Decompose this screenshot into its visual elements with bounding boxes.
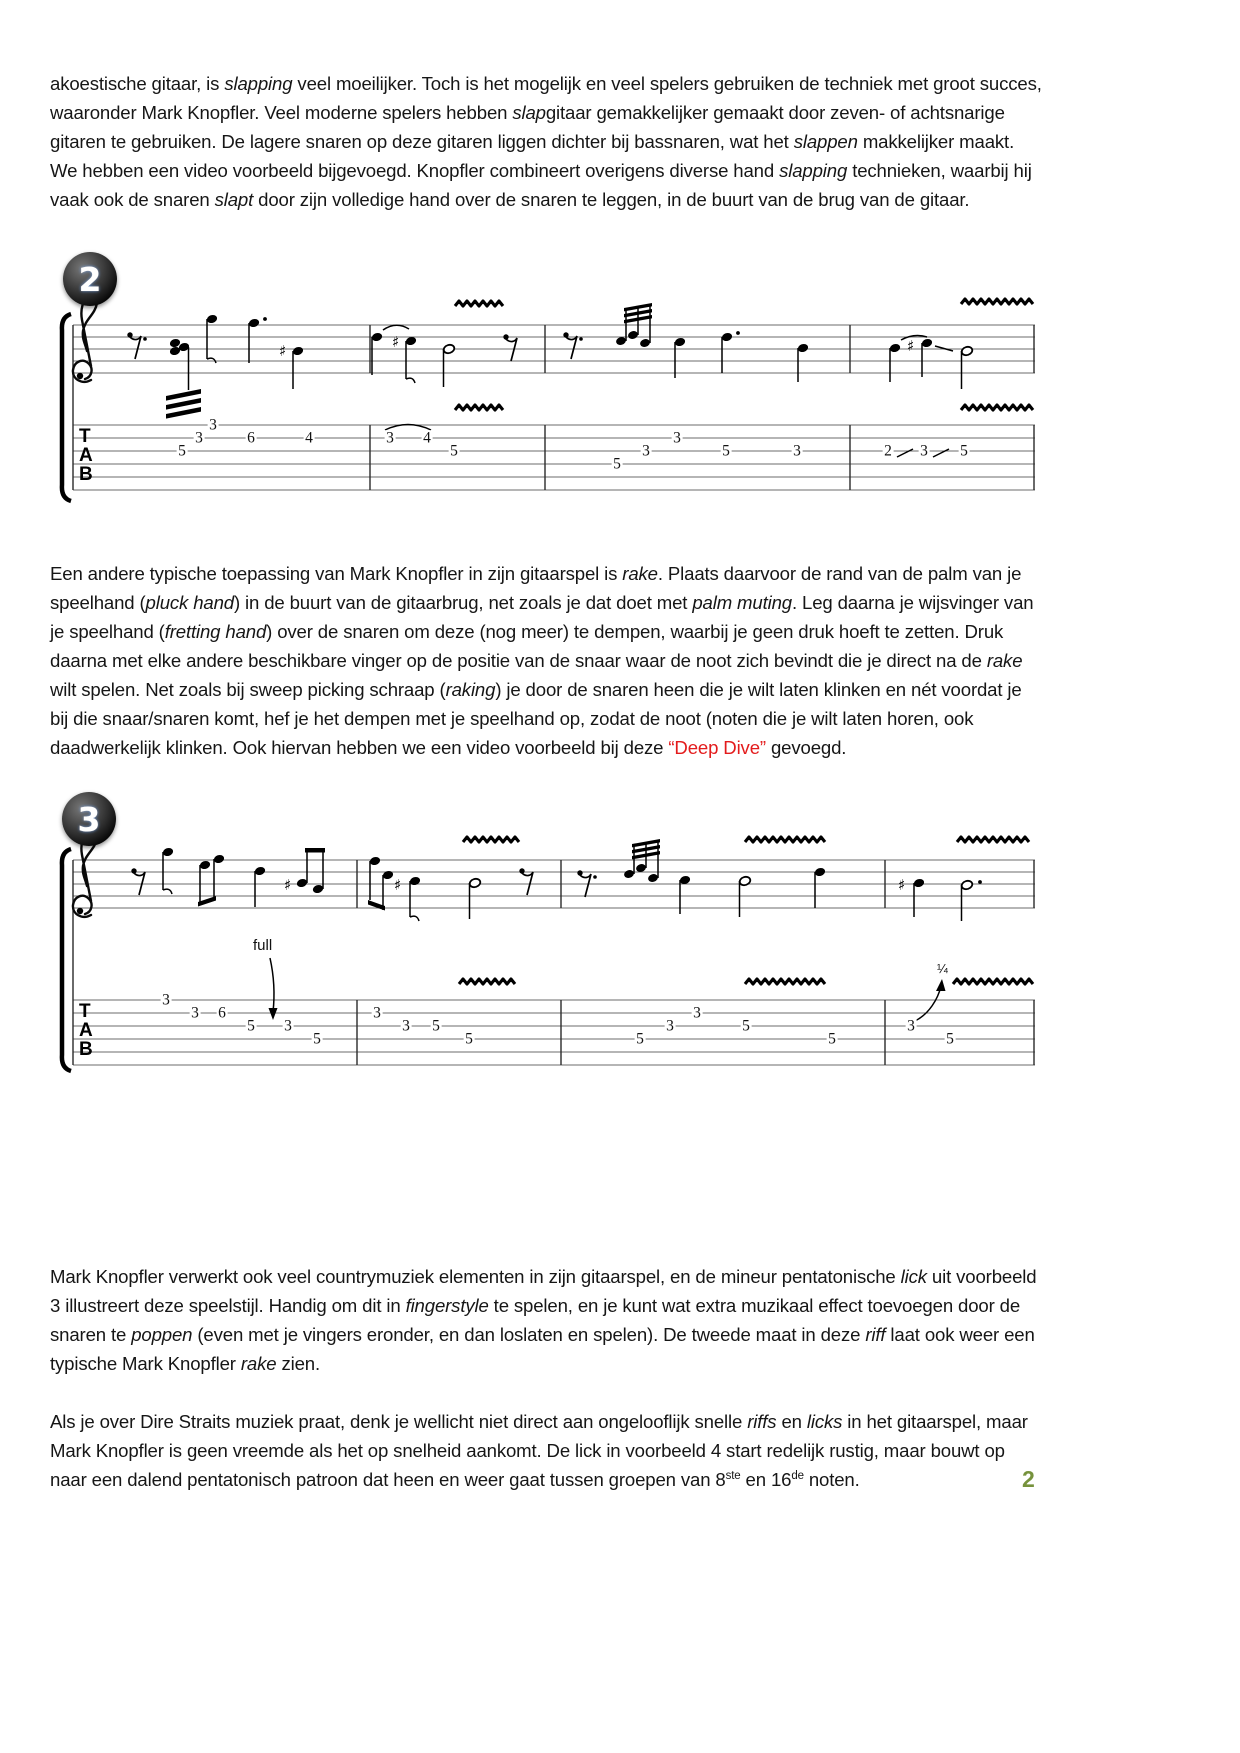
- term-italic: slapping: [224, 72, 293, 94]
- paragraph-speed: [50, 1407, 1042, 1494]
- text-segment: akoestische gitaar, is: [50, 72, 225, 94]
- term-italic: lick: [900, 1265, 927, 1287]
- text-segment: laat ook weer een typische Mark Knopfler: [50, 1323, 1035, 1374]
- term-italic: poppen: [131, 1323, 193, 1345]
- tab-fret-number: 5: [636, 1030, 644, 1048]
- music-example-2: [55, 250, 1135, 525]
- page-number: 2: [1022, 1466, 1035, 1492]
- text-segment: ) je door de snaren heen die je wilt laten klinken en nét voordat je bij die snaar/snaren komt, hef je het dempen met je speelhand op, zodat de noot (noten die je wilt laten horen, ook daadwerkelijk klinken. Ook hiervan hebben we een video voorbeeld bij deze: [50, 678, 1022, 758]
- term-italic: slappen: [793, 130, 858, 152]
- music-example-3: [55, 790, 1135, 1095]
- text-segment: veel moeilijker. Toch is het mogelijk en veel spelers gebruiken de techniek met groot succes, waaronder Mark Knopfler. Veel moderne spelers hebben: [50, 72, 1042, 123]
- tab-clef-letter-a: A: [79, 1020, 93, 1041]
- tab-fret-number: 3: [793, 442, 801, 460]
- text-segment: noten.: [803, 1468, 860, 1490]
- example-number: 2: [78, 259, 102, 299]
- tab-fret-number: 3: [191, 1004, 199, 1022]
- text-segment: in het gitaarspel, maar Mark Knopfler is geen vreemde als het op snelheid aankomt. De lick in voorbeeld 4 start redelijk rustig, maar bouwt op naar een dalend pentatonisch patroon dat heen en weer gaat tussen groepen van 8: [50, 1410, 1028, 1490]
- tab-fret-number: 5: [828, 1030, 836, 1048]
- tab-fret-number: 3: [693, 1004, 701, 1022]
- term-italic: licks: [806, 1410, 843, 1432]
- tab-fret-number: 6: [218, 1004, 226, 1022]
- tab-clef-letter-b: B: [79, 1039, 93, 1060]
- tab-numbers-layer: [55, 790, 1055, 1095]
- term-italic: riff: [865, 1323, 886, 1345]
- text-segment: . Plaats daarvoor de rand van de palm van je speelhand (: [50, 562, 1022, 613]
- tab-fret-number: 6: [247, 429, 255, 447]
- tab-clef-letter-t: T: [79, 426, 91, 447]
- svg-text:♯: ♯: [907, 337, 915, 355]
- text-segment: en 16: [740, 1468, 792, 1490]
- term-italic: riffs: [747, 1410, 777, 1432]
- term-italic: slapt: [214, 188, 254, 210]
- tab-fret-number: 3: [920, 442, 928, 460]
- term-italic: slap: [512, 101, 546, 123]
- tab-fret-number: 3: [162, 991, 170, 1009]
- text-segment: . Leg daarna je wijsvinger van je speelhand (: [50, 591, 1034, 642]
- tab-fret-number: 5: [247, 1017, 255, 1035]
- tab-fret-number: 4: [305, 429, 313, 447]
- text-segment: ) in de buurt van de gitaarbrug, net zoals je dat doet met: [233, 591, 693, 613]
- tab-clef-letter-b: B: [79, 464, 93, 485]
- tab-clef-letter-t: T: [79, 1001, 91, 1022]
- text-segment: uit voorbeeld 3 illustreert deze speelstijl. Handig om dit in: [50, 1265, 1037, 1316]
- text-segment: (even met je vingers eronder, en dan loslaten en spelen). De tweede maat in deze: [192, 1323, 866, 1345]
- svg-text:♯: ♯: [279, 342, 287, 360]
- svg-text:♯: ♯: [392, 333, 400, 351]
- tab-fret-number: 5: [613, 455, 621, 473]
- tab-fret-number: 3: [386, 429, 394, 447]
- tab-fret-number: 5: [450, 442, 458, 460]
- tab-fret-number: 3: [195, 429, 203, 447]
- ordinal-suffix: de: [791, 1469, 804, 1482]
- tab-clef-letter-a: A: [79, 445, 93, 466]
- deep-dive-reference: “Deep Dive”: [668, 736, 766, 758]
- tab-fret-number: 5: [742, 1017, 750, 1035]
- text-segment: technieken, waarbij hij vaak ook de snaren: [50, 159, 1032, 210]
- text-segment: ) over de snaren om deze (nog meer) te dempen, waarbij je geen druk hoeft te zetten. Druk daarna met elke andere beschikbare vinger op de positie van de snaar waar de noot zich bevindt die je direct na de: [50, 620, 1004, 671]
- ordinal-suffix: ste: [725, 1469, 741, 1482]
- term-italic: slapping: [779, 159, 848, 181]
- svg-text:♯: ♯: [394, 876, 402, 894]
- tab-fret-number: 3: [907, 1017, 915, 1035]
- text-segment: zien.: [276, 1352, 320, 1374]
- tab-fret-number: 3: [402, 1017, 410, 1035]
- term-italic: raking: [445, 678, 496, 700]
- tab-fret-number: 3: [209, 416, 217, 434]
- paragraph-rake: [50, 559, 1042, 762]
- tab-fret-number: 2: [884, 442, 892, 460]
- tab-fret-number: 3: [666, 1017, 674, 1035]
- term-italic: fingerstyle: [405, 1294, 489, 1316]
- bend-full-label: full: [253, 937, 273, 954]
- tab-fret-number: 3: [373, 1004, 381, 1022]
- svg-text:♯: ♯: [898, 876, 906, 894]
- tab-fret-number: 3: [642, 442, 650, 460]
- paragraph-country: [50, 1262, 1042, 1378]
- text-segment: wilt spelen. Net zoals bij sweep picking schraap (: [50, 678, 446, 700]
- tab-fret-number: 5: [432, 1017, 440, 1035]
- quarter-bend-label: ¼: [937, 961, 948, 976]
- example-number: 3: [77, 799, 101, 839]
- tab-fret-number: 5: [946, 1030, 954, 1048]
- text-segment: Een andere typische toepassing van Mark Knopfler in zijn gitaarspel is: [50, 562, 623, 584]
- tab-numbers-layer: [55, 250, 1055, 525]
- paragraph-slapping: [50, 69, 1042, 214]
- term-italic: rake: [986, 649, 1023, 671]
- tab-fret-number: 5: [960, 442, 968, 460]
- tab-fret-number: 5: [722, 442, 730, 460]
- text-segment: te spelen, en je kunt wat extra muzikaal effect toevoegen door de snaren te: [50, 1294, 1021, 1345]
- term-italic: pluck hand: [145, 591, 234, 613]
- term-italic: rake: [240, 1352, 277, 1374]
- svg-text:♯: ♯: [284, 876, 292, 894]
- text-segment: gitaar gemakkelijker gemaakt door zeven- of achtsnarige gitaren te gebruiken. De lagere snaren op deze gitaren liggen dichter bij bassnaren, wat het: [50, 101, 1005, 152]
- text-segment: gevoegd.: [765, 736, 847, 758]
- text-segment: makkelijker maakt. We hebben een video voorbeeld bijgevoegd. Knopfler combineert overigens diverse hand: [50, 130, 1015, 181]
- tab-fret-number: 5: [465, 1030, 473, 1048]
- tab-fret-number: 3: [284, 1017, 292, 1035]
- text-segment: Mark Knopfler verwerkt ook veel countrymuziek elementen in zijn gitaarspel, en de mineur pentatonische: [50, 1265, 901, 1287]
- tab-fret-number: 5: [178, 442, 186, 460]
- tab-fret-number: 3: [673, 429, 681, 447]
- term-italic: fretting hand: [164, 620, 267, 642]
- tab-fret-number: 4: [423, 429, 431, 447]
- term-italic: palm muting: [692, 591, 792, 613]
- text-segment: Als je over Dire Straits muziek praat, denk je wellicht niet direct aan ongelooflijk snelle: [50, 1410, 748, 1432]
- text-segment: en: [776, 1410, 807, 1432]
- text-segment: door zijn volledige hand over de snaren te leggen, in de buurt van de brug van de gitaar.: [253, 188, 970, 210]
- tab-fret-number: 5: [313, 1030, 321, 1048]
- term-italic: rake: [622, 562, 658, 584]
